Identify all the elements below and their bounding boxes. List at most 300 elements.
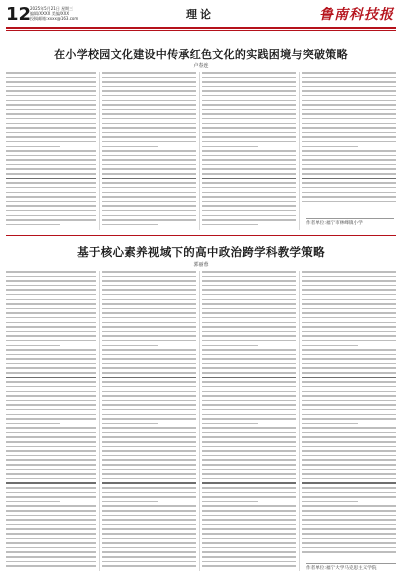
caption-label: 作者单位: [306,566,326,571]
body-text-line [302,326,396,328]
body-text-line [6,192,96,194]
body-text-line [6,322,96,324]
body-text-line [202,196,296,198]
body-text-line [202,400,296,402]
body-text-line [202,312,296,314]
body-text-line [202,335,296,337]
body-text-line [102,127,196,129]
body-text-line [6,104,96,106]
section-title: 理论 [186,8,214,21]
body-text-line [302,391,396,393]
body-text-line [6,547,96,549]
body-text-line [6,141,96,143]
body-text-line [102,173,196,175]
body-text-line [302,372,396,374]
body-text-line [6,404,96,406]
article-2-column-3 [202,271,296,571]
body-text-line [6,280,96,282]
body-text-line [202,464,296,466]
body-text-line [202,459,296,461]
body-text-line [6,285,96,287]
body-text-line [302,418,396,420]
body-text-line [6,345,60,347]
body-text-line [102,473,196,475]
body-text-line [202,423,258,425]
body-text-line [102,201,196,203]
body-text-line [302,524,396,526]
body-text-line [202,478,296,480]
column-divider [199,72,200,230]
body-text-line [6,459,96,461]
body-text-line [6,528,96,530]
body-text-line [6,113,96,115]
body-text-line [302,127,396,129]
body-text-line [6,386,96,388]
body-text-line [302,400,396,402]
body-text-line [202,303,296,305]
body-text-line [102,515,196,517]
body-text-line [202,358,296,360]
body-text-line [302,492,396,494]
body-text-line [202,510,296,512]
body-text-line [302,289,396,291]
body-text-line [202,519,296,521]
body-text-line [202,136,296,138]
body-text-line [302,100,396,102]
body-text-line [102,386,196,388]
body-text-line [102,551,196,553]
body-text-line [102,72,196,74]
body-text-line [102,95,196,97]
body-text-line [202,487,296,489]
body-text-line [102,345,158,347]
body-text-line [6,289,96,291]
body-text-line [202,354,296,356]
body-text-line [102,450,196,452]
body-text-line [202,538,296,540]
body-text-line [6,409,96,411]
body-text-line [102,90,196,92]
body-text-line [102,432,196,434]
body-text-line [202,294,296,296]
body-text-line [302,510,396,512]
body-text-line [302,358,396,360]
article-separator [6,235,396,236]
body-text-line [6,432,96,434]
body-text-line [302,113,396,115]
body-text-line [6,354,96,356]
body-text-line [302,528,396,530]
body-text-line [302,109,396,111]
body-text-line [302,496,396,498]
body-text-line [102,436,196,438]
body-text-line [202,515,296,517]
body-text-line [202,150,296,152]
body-text-line [202,561,296,563]
body-text-line [202,182,296,184]
body-text-line [6,136,96,138]
body-text-line [202,565,296,567]
body-text-line [302,104,396,106]
body-text-line [6,326,96,328]
body-text-line [202,432,296,434]
body-text-line [6,317,96,319]
body-text-line [6,271,96,273]
body-text-line [202,81,296,83]
body-text-line [6,492,96,494]
body-text-line [102,464,196,466]
body-text-line [302,441,396,443]
body-text-line [102,547,196,549]
body-text-line [302,404,396,406]
body-text-line [302,386,396,388]
body-text-line [102,159,196,161]
body-text-line [6,72,96,74]
body-text-line [6,372,96,374]
body-text-line [6,86,96,88]
body-text-line [202,340,296,342]
body-text-line [302,367,396,369]
body-text-line [102,349,196,351]
body-text-line [6,363,96,365]
body-text-line [6,524,96,526]
issue-date: 2025年5月21日 星期三 [30,6,74,11]
body-text-line [102,215,196,217]
body-text-line [202,113,296,115]
body-text-line [202,280,296,282]
body-text-line [102,469,196,471]
body-text-line [6,551,96,553]
body-text-line [302,322,396,324]
body-text-line [6,196,96,198]
body-text-line [6,182,96,184]
body-text-line [102,326,196,328]
body-text-line [202,159,296,161]
body-text-line [202,90,296,92]
article-2-column-4 [302,271,396,557]
body-text-line [6,464,96,466]
body-text-line [302,150,396,152]
body-text-line [6,427,96,429]
body-text-line [202,345,258,347]
body-text-line [102,219,196,221]
caption-label: 作者单位: [306,221,326,226]
article-2-headline: 基于核心素养视域下的高中政治跨学科教学策略 [77,245,325,259]
body-text-line [6,146,60,148]
body-text-line [6,446,96,448]
body-text-line [202,201,296,203]
body-text-line [102,168,196,170]
body-text-line [302,473,396,475]
body-text-line [302,538,396,540]
body-text-line [202,127,296,129]
body-text-line [202,349,296,351]
body-text-line [6,201,96,203]
body-text-line [302,478,396,480]
body-text-line [302,294,396,296]
body-text-line [6,77,96,79]
body-text-line [202,386,296,388]
article-2-author: 郭丽蓉 [193,262,209,268]
body-text-line [202,533,296,535]
body-text-line [102,224,158,226]
masthead-rule [6,27,396,29]
body-text-line [302,551,396,553]
paper-logo: 鲁南科技报 [319,7,394,23]
body-text-line [202,473,296,475]
article-1-column-1 [6,72,96,230]
body-text-line [102,367,196,369]
body-text-line [102,210,196,212]
body-text-line [6,109,96,111]
body-text-line [202,308,296,310]
body-text-line [302,201,396,203]
body-text-line [302,482,396,484]
body-text-line [102,303,196,305]
body-text-line [102,205,196,207]
body-text-line [202,496,296,498]
body-text-line [102,271,196,273]
body-text-line [302,377,396,379]
body-text-line [302,285,396,287]
body-text-line [6,358,96,360]
body-text-line [202,404,296,406]
body-text-line [102,289,196,291]
body-text-line [102,395,196,397]
body-text-line [302,123,396,125]
body-text-line [6,178,96,180]
body-text-line [202,427,296,429]
body-text-line [302,533,396,535]
body-text-line [202,146,258,148]
body-text-line [302,159,396,161]
body-text-line [202,173,296,175]
body-text-line [6,294,96,296]
body-text-line [102,418,196,420]
body-text-line [202,95,296,97]
body-text-line [302,547,396,549]
body-text-line [302,146,358,148]
body-text-line [102,524,196,526]
body-text-line [102,100,196,102]
body-text-line [202,482,296,484]
body-text-line [102,187,196,189]
body-text-line [102,377,196,379]
body-text-line [302,308,396,310]
body-text-line [6,349,96,351]
body-text-line [102,196,196,198]
body-text-line [6,395,96,397]
issue-info [30,6,78,21]
body-text-line [202,367,296,369]
body-text-line [6,100,96,102]
body-text-line [302,90,396,92]
body-text-line [202,72,296,74]
issue-editors: 编辑/XXXX 美编/XXX [30,11,70,16]
body-text-line [6,391,96,393]
body-text-line [202,100,296,102]
body-text-line [102,317,196,319]
body-text-line [302,455,396,457]
body-text-line [6,441,96,443]
body-text-line [202,418,296,420]
body-text-line [302,459,396,461]
body-text-line [102,109,196,111]
body-text-line [302,501,358,503]
body-text-line [6,155,96,157]
body-text-line [302,196,396,198]
body-text-line [6,187,96,189]
body-text-line [202,317,296,319]
body-text-line [302,409,396,411]
body-text-line [102,308,196,310]
body-text-line [202,289,296,291]
body-text-line [102,423,158,425]
body-text-line [202,132,296,134]
body-text-line [302,349,396,351]
body-text-line [302,381,396,383]
body-text-line [102,441,196,443]
body-text-line [302,271,396,273]
body-text-line [302,363,396,365]
body-text-line [6,367,96,369]
body-text-line [102,86,196,88]
body-text-line [202,469,296,471]
body-text-line [6,505,96,507]
body-text-line [6,496,96,498]
article-1-column-3 [202,72,296,230]
body-text-line [202,556,296,558]
body-text-line [102,565,196,567]
body-text-line [302,340,396,342]
body-text-line [102,427,196,429]
body-text-line [202,192,296,194]
body-text-line [202,381,296,383]
body-text-line [6,542,96,544]
body-text-line [202,276,296,278]
body-text-line [202,322,296,324]
body-text-line [302,317,396,319]
body-text-line [102,104,196,106]
body-text-line [202,77,296,79]
body-text-line [6,450,96,452]
body-text-line [102,113,196,115]
body-text-line [102,178,196,180]
body-text-line [202,215,296,217]
body-text-line [102,322,196,324]
body-text-line [6,556,96,558]
body-text-line [102,459,196,461]
body-text-line [302,432,396,434]
body-text-line [302,164,396,166]
body-text-line [302,487,396,489]
body-text-line [302,81,396,83]
body-text-line [102,528,196,530]
body-text-line [202,377,296,379]
body-text-line [102,381,196,383]
body-text-line [302,436,396,438]
body-text-line [302,542,396,544]
body-text-line [302,395,396,397]
body-text-line [202,118,296,120]
article-1-column-2 [102,72,196,230]
page-number: 12 [6,4,32,25]
body-text-line [102,77,196,79]
body-text-line [6,340,96,342]
column-divider [99,72,100,230]
body-text-line [6,473,96,475]
body-text-line [102,496,196,498]
body-text-line [202,450,296,452]
body-text-line [6,168,96,170]
body-text-line [102,533,196,535]
body-text-line [6,308,96,310]
body-text-line [6,90,96,92]
body-text-line [302,276,396,278]
masthead [0,0,402,36]
body-text-line [102,294,196,296]
body-text-line [6,501,60,503]
column-divider [99,271,100,571]
body-text-line [6,561,96,563]
body-text-line [6,205,96,207]
body-text-line [102,123,196,125]
body-text-line [102,542,196,544]
body-text-line [6,312,96,314]
body-text-line [102,285,196,287]
body-text-line [102,164,196,166]
body-text-line [102,136,196,138]
body-text-line [302,312,396,314]
body-text-line [6,335,96,337]
body-text-line [6,519,96,521]
body-text-line [202,501,258,503]
body-text-line [102,505,196,507]
body-text-line [202,210,296,212]
body-text-line [6,331,96,333]
body-text-line [302,299,396,301]
body-text-line [202,409,296,411]
column-divider [299,271,300,571]
body-text-line [6,478,96,480]
body-text-line [302,515,396,517]
body-text-line [202,331,296,333]
body-text-line [202,446,296,448]
body-text-line [102,455,196,457]
body-text-line [6,81,96,83]
body-text-line [102,182,196,184]
body-text-line [102,155,196,157]
body-text-line [102,192,196,194]
body-text-line [202,395,296,397]
body-text-line [102,482,196,484]
body-text-line [102,150,196,152]
body-text-line [302,464,396,466]
body-text-line [302,519,396,521]
body-text-line [102,487,196,489]
caption-affiliation: 福宁市林峰镇小学 [325,221,363,226]
masthead-rule-thin [6,30,396,31]
body-text-line [202,285,296,287]
body-text-line [102,561,196,563]
body-text-line [202,187,296,189]
body-text-line [302,469,396,471]
body-text-line [6,423,60,425]
body-text-line [202,414,296,416]
body-text-line [202,436,296,438]
body-text-line [6,123,96,125]
body-text-line [6,219,96,221]
